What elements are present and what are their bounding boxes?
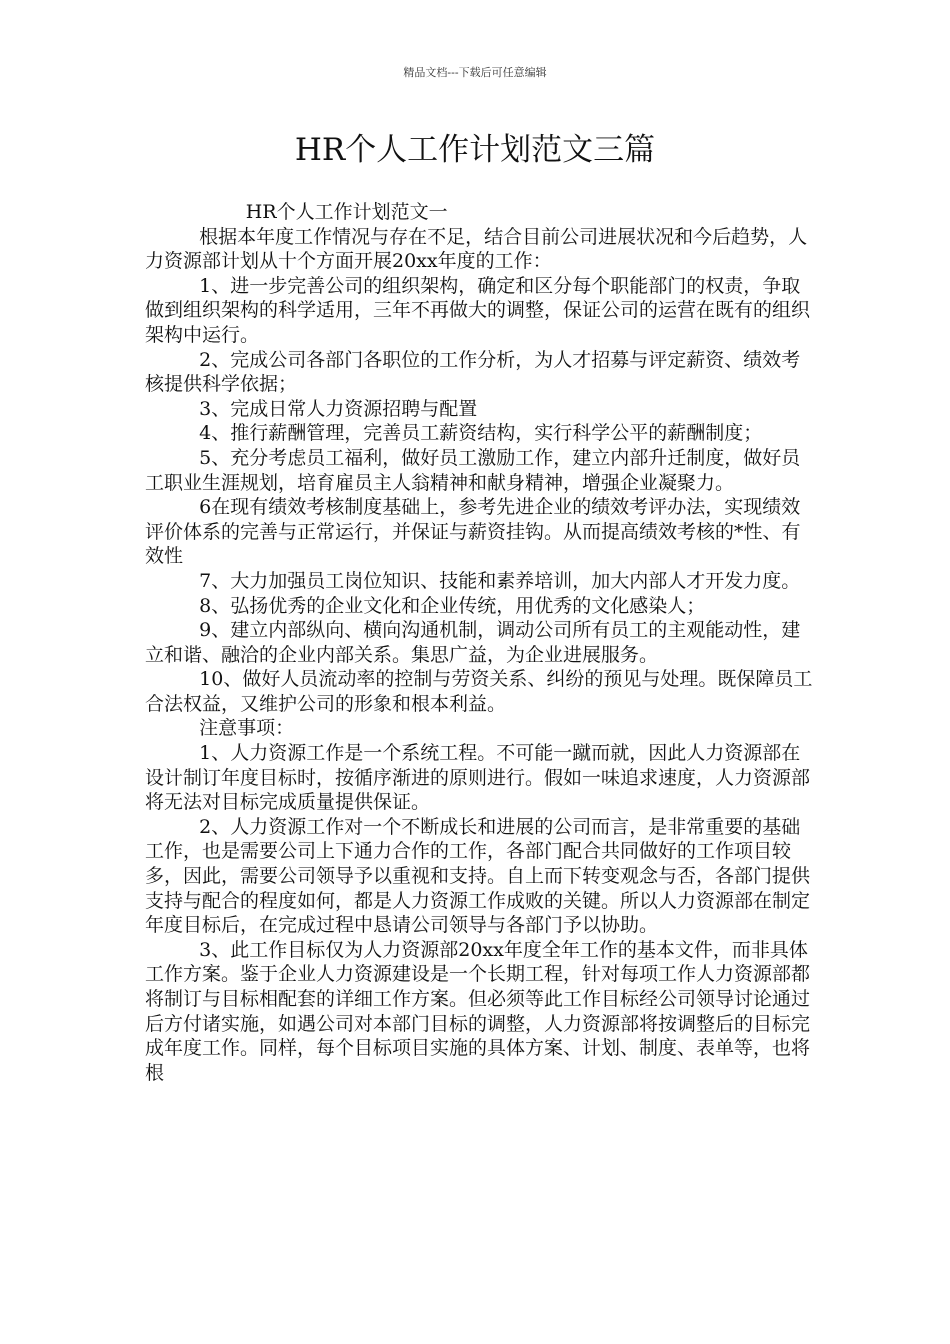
list-item-3: 3、完成日常人力资源招聘与配置 — [199, 397, 478, 420]
list-item-8: 8、弘扬优秀的企业文化和企业传统，用优秀的文化感染人； — [199, 594, 706, 617]
page-header-watermark: 精品文档---下载后可任意编辑 — [403, 66, 547, 79]
notes-heading: 注意事项： — [199, 717, 295, 740]
note-item-2: 2、人力资源工作对一个不断成长和进展的公司而言，是非常重要的基础工作，也是需要公司上下通力合作的工作，各部门配合共同做好的工作项目较多，因此，需要公司领导予以重视和支持。自上而下转变观念与否，各部门提供支持与配合的程度如何，都是人力资源工作成败的关键。所以人力资源部在制定年度目标后，在完成过程中恳请公司领导与各部门予以协助。 — [145, 815, 811, 937]
list-item-9: 9、建立内部纵向、横向沟通机制，调动公司所有员工的主观能动性，建立和谐、融洽的企业内部关系。集思广益，为企业进展服务。 — [145, 619, 801, 666]
document-title: HR个人工作计划范文三篇 — [294, 132, 656, 168]
list-item-10: 10、做好人员流动率的控制与劳资关系、纠纷的预见与处理。既保障员工合法权益，又维护公司的形象和根本利益。 — [145, 668, 813, 715]
list-item-6: 6在现有绩效考核制度基础上，参考先进企业的绩效考评办法，实现绩效评价体系的完善与正常运行，并保证与薪资挂钩。从而提高绩效考核的*性、有效性 — [145, 496, 801, 568]
note-item-1: 1、人力资源工作是一个系统工程。不可能一蹴而就，因此人力资源部在设计制订年度目标时，按循序渐进的原则进行。假如一味追求速度，人力资源部将无法对目标完成质量提供保证。 — [145, 742, 811, 814]
list-item-1: 1、进一步完善公司的组织架构，确定和区分每个职能部门的权责，争取做到组织架构的科学适用，三年不再做大的调整，保证公司的运营在既有的组织架构中运行。 — [145, 274, 811, 346]
section-subtitle: HR个人工作计划范文一 — [245, 201, 448, 223]
document-body — [145, 200, 813, 1085]
note-item-3: 3、此工作目标仅为人力资源部20xx年度全年工作的基本文件，而非具体工作方案。鉴于企业人力资源建设是一个长期工程，针对每项工作人力资源部都将制订与目标相配套的详细工作方案。但必须等此工作目标经公司领导讨论通过后方付诸实施，如遇公司对本部门目标的调整，人力资源部将按调整后的目标完成年度工作。同样，每个目标项目实施的具体方案、计划、制度、表单等，也将根 — [145, 938, 811, 1084]
list-item-4: 4、推行薪酬管理，完善员工薪资结构，实行科学公平的薪酬制度； — [199, 422, 763, 445]
paragraph-intro: 根据本年度工作情况与存在不足，结合目前公司进展状况和今后趋势，人力资源部计划从十个方面开展20xx年度的工作： — [145, 225, 808, 273]
list-item-2: 2、完成公司各部门各职位的工作分析，为人才招募与评定薪资、绩效考核提供科学依据； — [145, 348, 801, 396]
list-item-7: 7、大力加强员工岗位知识、技能和素养培训，加大内部人才开发力度。 — [199, 569, 801, 592]
list-item-5: 5、充分考虑员工福利，做好员工激励工作，建立内部升迁制度，做好员工职业生涯规划，培育雇员主人翁精神和献身精神，增强企业凝聚力。 — [145, 446, 801, 494]
